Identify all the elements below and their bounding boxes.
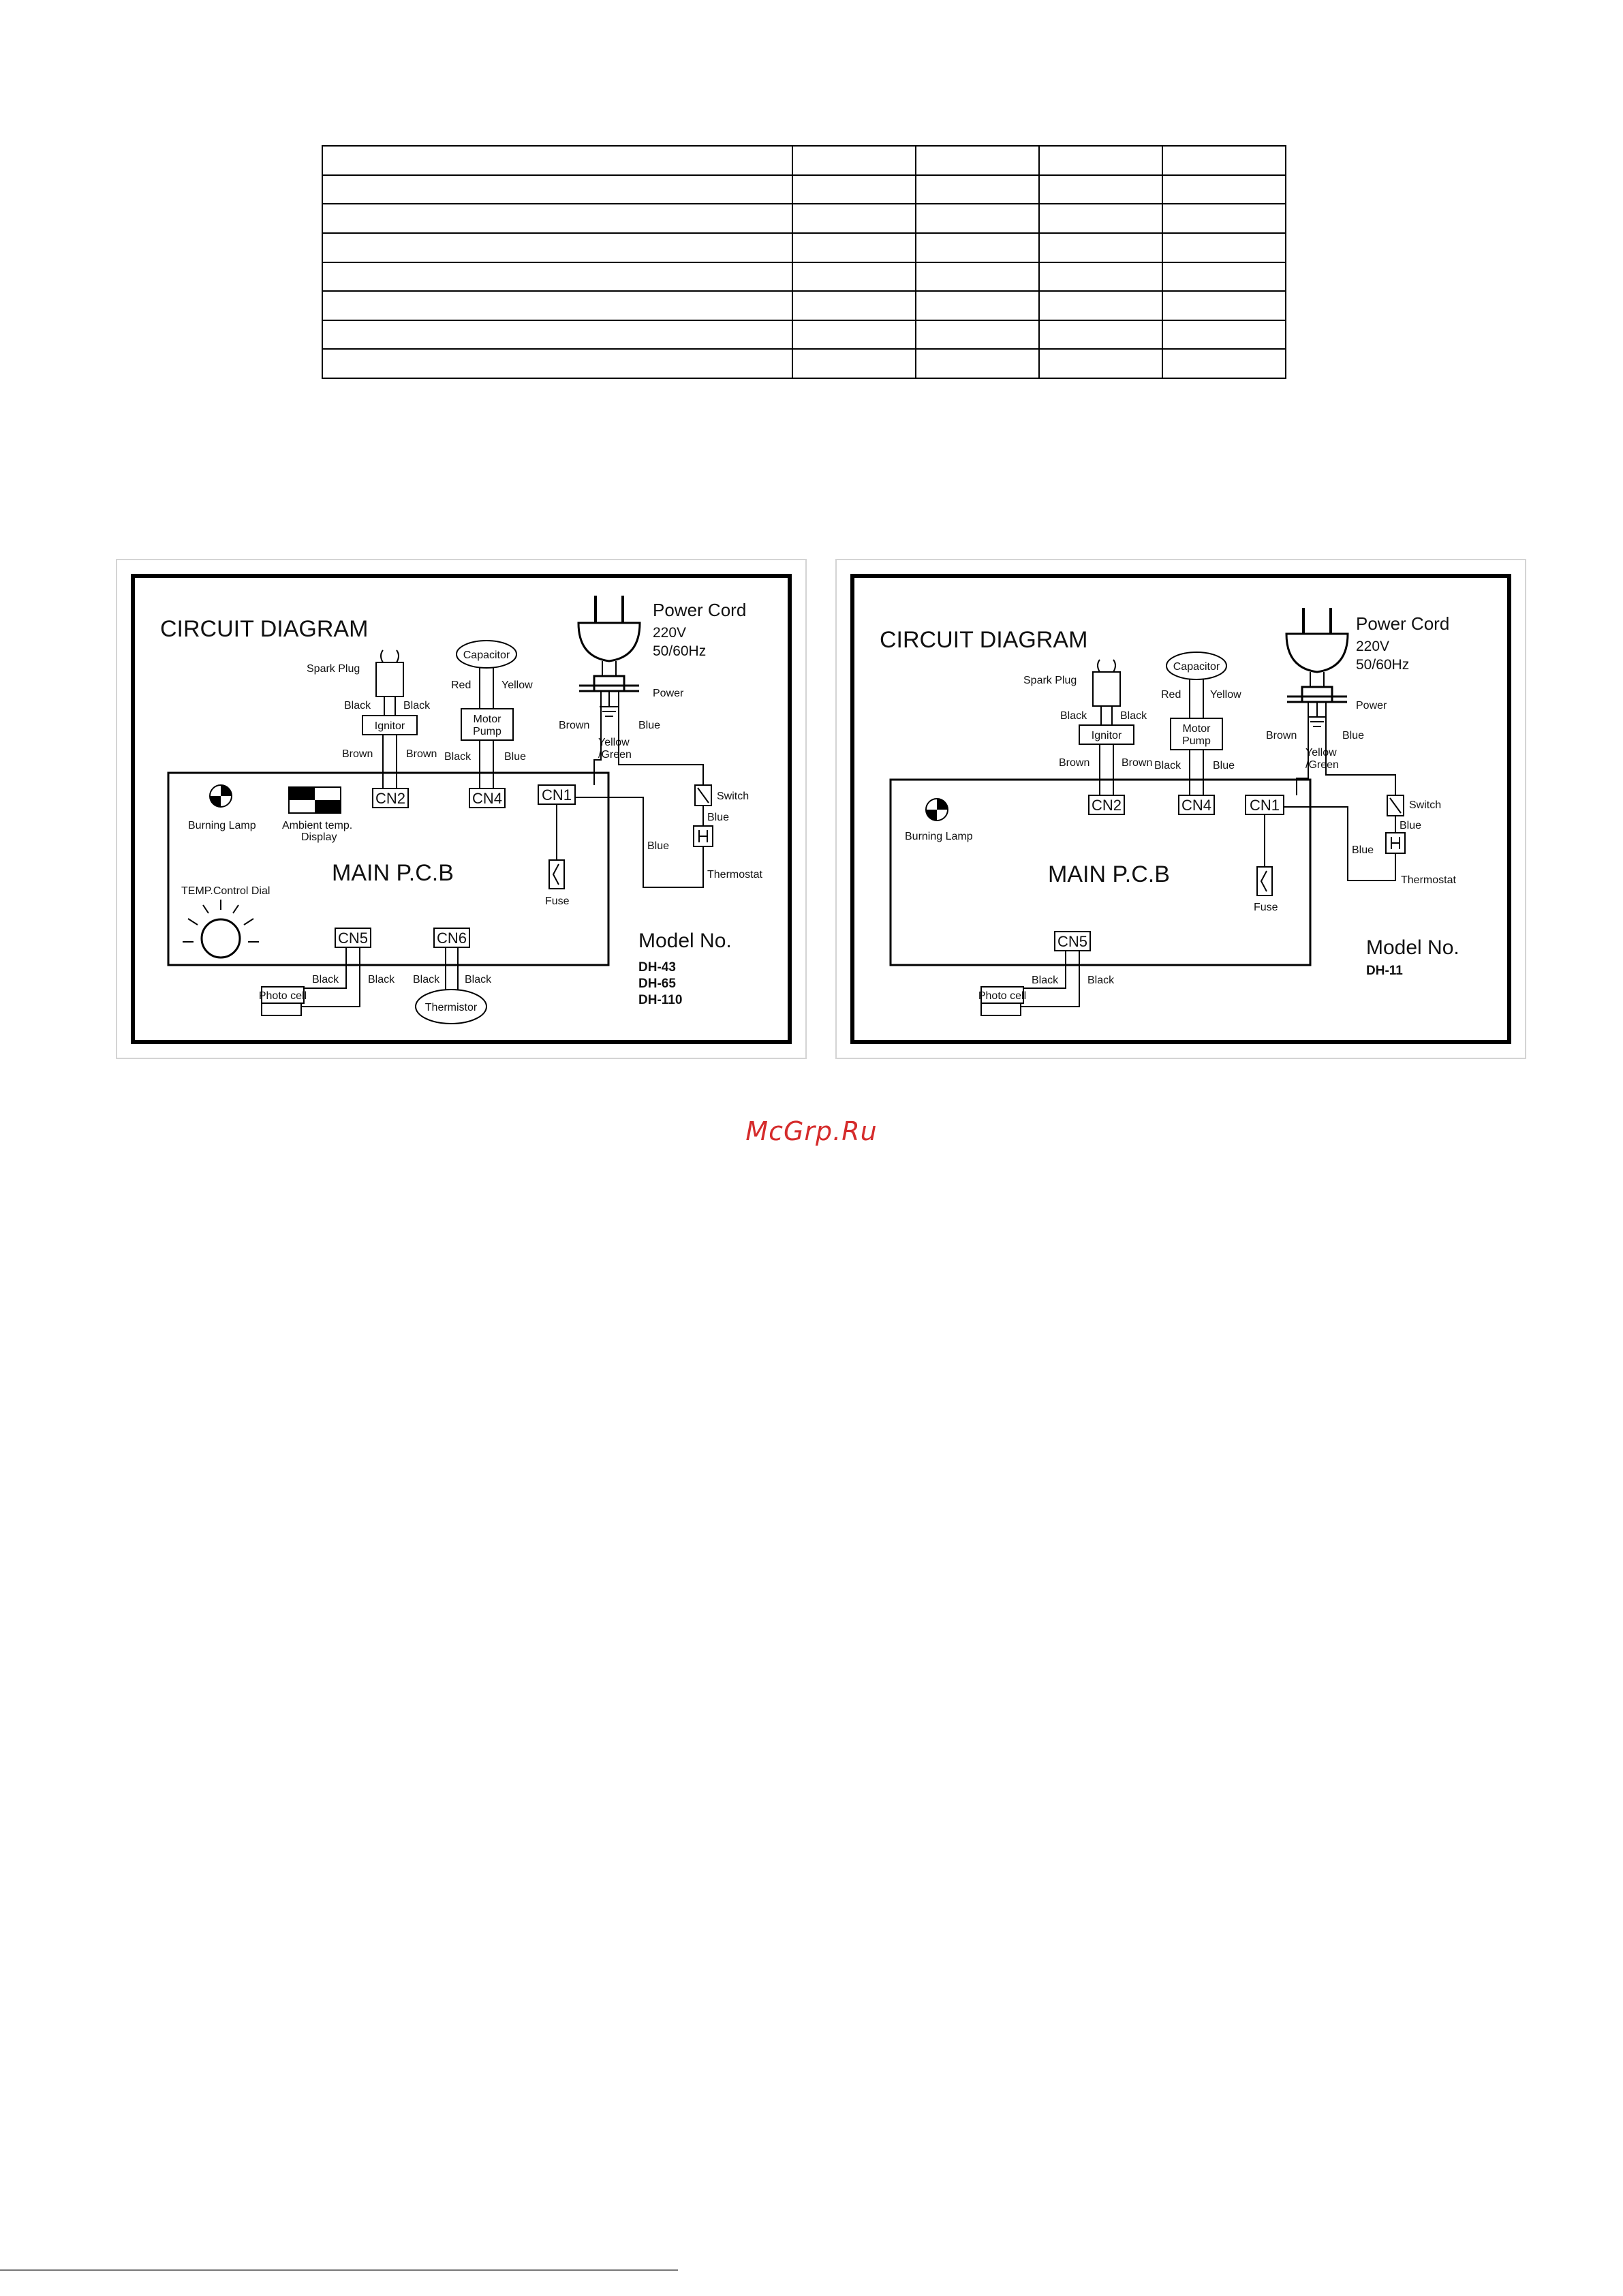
table-cell: [916, 175, 1039, 204]
cn4-label: CN4: [472, 790, 503, 807]
table-cell: [1162, 349, 1286, 378]
motor-pump-label-2: Pump: [473, 726, 501, 737]
table-row: [322, 320, 1286, 350]
ignitor-black-left: Black: [344, 700, 371, 711]
frequency-label: 50/60Hz: [653, 643, 707, 659]
spark-plug-label: Spark Plug: [1023, 675, 1077, 686]
spec-table: [322, 145, 1286, 379]
diagram-title: CIRCUIT DIAGRAM: [880, 627, 1088, 653]
cn1-label: CN1: [541, 786, 572, 803]
main-pcb-label: MAIN P.C.B: [1048, 861, 1170, 887]
switch-label: Switch: [717, 791, 749, 802]
thermostat-label: Thermostat: [707, 869, 762, 881]
voltage-label: 220V: [1356, 639, 1390, 654]
table-cell: [322, 349, 792, 378]
fuse-icon: [549, 860, 564, 889]
power-cord-label: Power Cord: [1356, 613, 1450, 634]
table-cell: [1039, 349, 1162, 378]
ignitor-black-left: Black: [1060, 710, 1087, 722]
thermostat-blue-label: Blue: [647, 840, 670, 852]
table-cell: [322, 233, 792, 262]
ignitor-label: Ignitor: [374, 720, 405, 732]
ground-icon: [600, 691, 619, 716]
voltage-label: 220V: [653, 625, 687, 641]
table-row: [322, 262, 1286, 292]
frequency-label: 50/60Hz: [1356, 657, 1410, 673]
cn6-label: CN6: [436, 930, 467, 947]
fuse-label: Fuse: [1254, 902, 1278, 913]
table-cell: [792, 349, 916, 378]
table-cell: [1039, 291, 1162, 320]
table-cell: [792, 233, 916, 262]
table-cell: [1162, 262, 1286, 292]
cn5-black-right: Black: [1087, 975, 1115, 986]
power-plug-icon: [578, 596, 640, 691]
thermistor-label: Thermistor: [424, 1002, 478, 1013]
model-label: Model No.: [1366, 936, 1459, 959]
temp-dial-label: TEMP.Control Dial: [181, 885, 270, 897]
table-cell: [792, 262, 916, 292]
table-cell: [1039, 233, 1162, 262]
capacitor-red-label: Red: [451, 679, 472, 691]
table-row: [322, 349, 1286, 378]
table-row: [322, 175, 1286, 204]
table-cell: [916, 320, 1039, 350]
model-label: Model No.: [638, 930, 732, 952]
pump-black-label: Black: [444, 751, 472, 763]
burning-lamp-label: Burning Lamp: [188, 820, 256, 831]
ambient-display-icon: [289, 787, 341, 813]
cn5-label: CN5: [337, 930, 369, 947]
ignitor-brown-right: Brown: [406, 748, 437, 760]
burning-lamp-icon: [210, 785, 232, 807]
thermostat-label: Thermostat: [1401, 874, 1456, 886]
table-cell: [1162, 175, 1286, 204]
table-cell: [322, 175, 792, 204]
capacitor-yellow-label: Yellow: [501, 679, 533, 691]
cn2-label: CN2: [1091, 797, 1122, 814]
capacitor-label: Capacitor: [463, 649, 510, 661]
yellow-green-label-2: /Green: [1305, 759, 1339, 771]
table-cell: [1039, 204, 1162, 233]
switch-blue-label: Blue: [707, 812, 730, 823]
ground-icon: [1308, 702, 1327, 726]
power-label: Power: [653, 688, 684, 699]
motor-pump-label-1: Motor: [473, 714, 501, 725]
model-number-1: DH-43: [638, 960, 676, 975]
circuit-diagram-svg-right: [837, 560, 1525, 1058]
burning-lamp-label: Burning Lamp: [905, 831, 973, 842]
brown-wire-label: Brown: [1266, 730, 1297, 741]
ambient-label-1: Ambient temp.: [282, 820, 353, 831]
cn6-black-left: Black: [413, 974, 440, 985]
switch-blue-label: Blue: [1400, 820, 1422, 831]
pump-blue-label: Blue: [504, 751, 527, 763]
table-row: [322, 291, 1286, 320]
cn2-label: CN2: [375, 790, 406, 807]
spark-plug-label: Spark Plug: [307, 663, 360, 675]
burning-lamp-icon: [926, 799, 948, 821]
cn1-label: CN1: [1249, 797, 1280, 814]
table-cell: [1162, 146, 1286, 175]
table-cell: [916, 146, 1039, 175]
power-label: Power: [1356, 700, 1387, 711]
temp-dial-icon: [183, 900, 259, 958]
model-number-1: DH-11: [1366, 964, 1403, 978]
model-number-2: DH-65: [638, 977, 676, 991]
table-cell: [792, 146, 916, 175]
cn5-label: CN5: [1057, 933, 1088, 950]
cn6-black-right: Black: [465, 974, 492, 985]
table-cell: [1162, 320, 1286, 350]
spec-table-body: [322, 146, 1286, 378]
cn5-black-left: Black: [312, 974, 339, 985]
table-cell: [916, 291, 1039, 320]
table-cell: [792, 175, 916, 204]
ignitor-black-right: Black: [403, 700, 431, 711]
table-cell: [1039, 262, 1162, 292]
table-cell: [322, 204, 792, 233]
table-cell: [792, 320, 916, 350]
watermark-text: McGrp.Ru: [745, 1116, 878, 1146]
ignitor-black-right: Black: [1120, 710, 1147, 722]
table-cell: [1162, 233, 1286, 262]
diagram-title: CIRCUIT DIAGRAM: [160, 616, 369, 642]
main-pcb-label: MAIN P.C.B: [332, 860, 454, 886]
photo-cell-label: Photo cell: [258, 990, 307, 1002]
circuit-diagram-svg-left: [117, 560, 805, 1058]
capacitor-label: Capacitor: [1173, 661, 1220, 673]
power-cord-label: Power Cord: [653, 600, 747, 620]
pump-black-label: Black: [1154, 760, 1181, 771]
circuit-diagram-dh11: [835, 559, 1526, 1059]
table-cell: [322, 291, 792, 320]
model-number-3: DH-110: [638, 993, 683, 1007]
table-cell: [916, 233, 1039, 262]
blue-wire-label: Blue: [638, 720, 661, 731]
motor-pump-label-2: Pump: [1182, 735, 1211, 747]
table-cell: [792, 204, 916, 233]
circuit-diagram-dh43-65-110: [116, 559, 807, 1059]
switch-label: Switch: [1409, 799, 1442, 811]
table-cell: [1039, 146, 1162, 175]
table-cell: [1039, 175, 1162, 204]
table-cell: [322, 320, 792, 350]
table-cell: [322, 262, 792, 292]
table-cell: [916, 349, 1039, 378]
cn5-black-right: Black: [368, 974, 395, 985]
cn4-label: CN4: [1181, 797, 1212, 814]
spark-plug-icon: [1093, 660, 1120, 706]
ignitor-brown-left: Brown: [342, 748, 373, 760]
motor-pump-label-1: Motor: [1182, 723, 1211, 735]
fuse-icon: [1257, 867, 1272, 896]
yellow-green-label-1: Yellow: [598, 737, 630, 748]
cn5-black-left: Black: [1032, 975, 1059, 986]
table-row: [322, 233, 1286, 262]
table-cell: [322, 146, 792, 175]
thermostat-blue-label: Blue: [1352, 844, 1374, 856]
capacitor-red-label: Red: [1161, 689, 1181, 701]
yellow-green-label-1: Yellow: [1305, 747, 1337, 759]
spark-plug-icon: [376, 650, 403, 697]
capacitor-yellow-label: Yellow: [1210, 689, 1241, 701]
fuse-label: Fuse: [545, 896, 570, 907]
table-cell: [916, 262, 1039, 292]
footer-divider: [0, 2269, 678, 2271]
ignitor-brown-left: Brown: [1059, 757, 1090, 769]
table-row: [322, 204, 1286, 233]
brown-wire-label: Brown: [559, 720, 590, 731]
blue-wire-label: Blue: [1342, 730, 1365, 741]
table-cell: [1039, 320, 1162, 350]
table-cell: [1162, 204, 1286, 233]
table-cell: [792, 291, 916, 320]
pump-blue-label: Blue: [1213, 760, 1235, 771]
table-row: [322, 146, 1286, 175]
yellow-green-label-2: /Green: [598, 749, 632, 761]
ambient-label-2: Display: [301, 831, 337, 843]
table-cell: [916, 204, 1039, 233]
power-plug-icon: [1286, 608, 1348, 702]
ignitor-label: Ignitor: [1091, 730, 1122, 741]
ignitor-brown-right: Brown: [1122, 757, 1153, 769]
table-cell: [1162, 291, 1286, 320]
photo-cell-label: Photo cell: [978, 990, 1027, 1002]
